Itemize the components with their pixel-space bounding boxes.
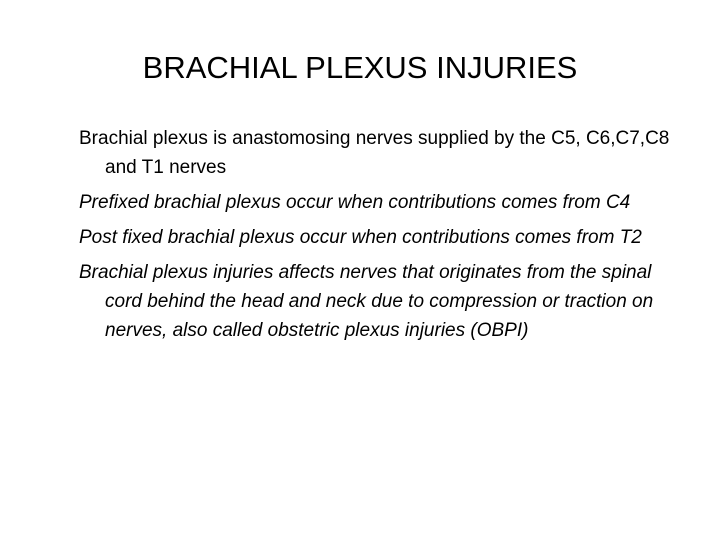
paragraph-postfixed-plexus: Post fixed brachial plexus occur when contributions comes from T2	[79, 227, 642, 248]
slide-title: BRACHIAL PLEXUS INJURIES	[142, 50, 578, 85]
slide-body	[79, 124, 691, 351]
paragraph-plexus-injuries: Brachial plexus injuries affects nerves that originates from the spinal cord behind the head and neck due to compression or traction on nerves, also called obstetric plexus injuries (OBPI)	[79, 262, 654, 341]
paragraph-brachial-plexus-definition: Brachial plexus is anastomosing nerves supplied by the C5, C6,C7,C8 and T1 nerves	[79, 128, 670, 178]
paragraph-prefixed-plexus: Prefixed brachial plexus occur when contributions comes from C4	[79, 192, 631, 213]
